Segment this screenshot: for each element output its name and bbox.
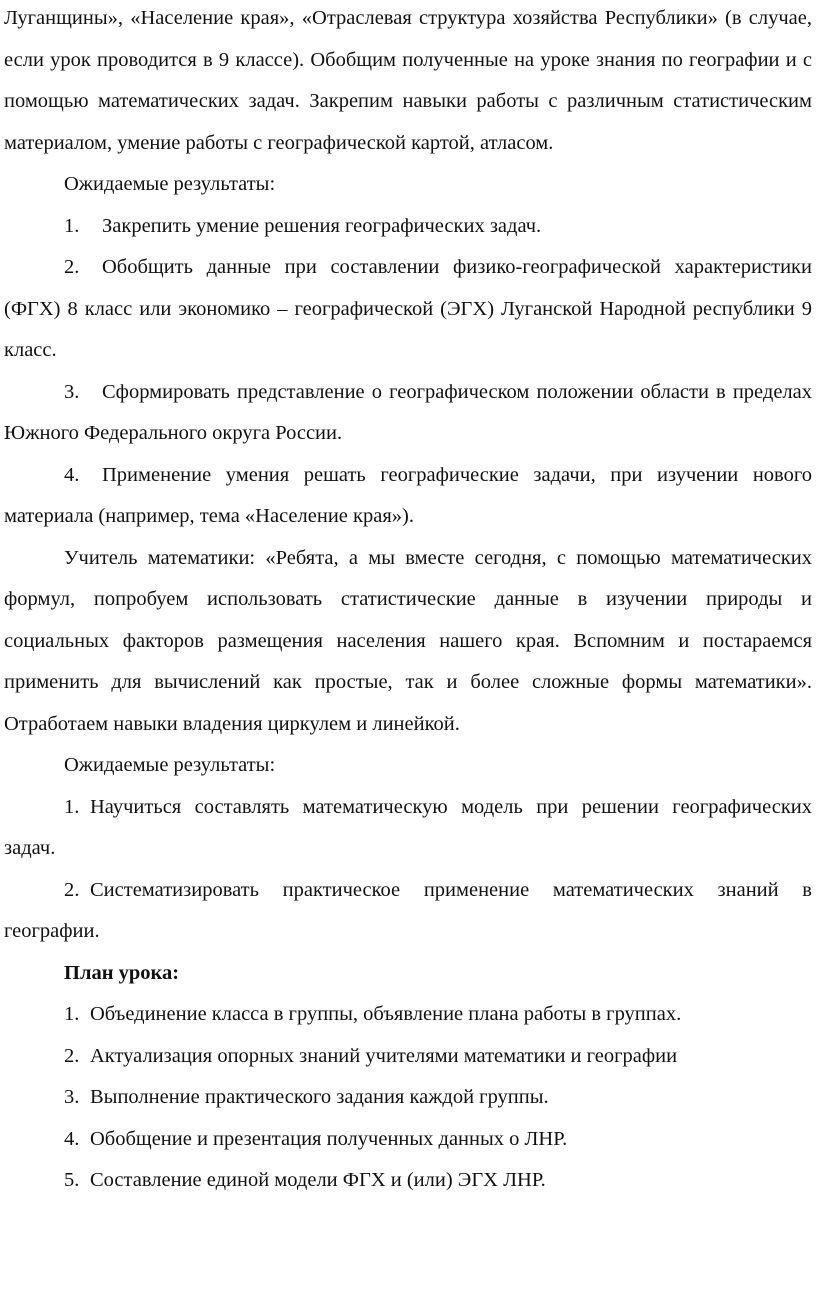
- geo-result-item: [4, 372, 812, 455]
- item-number: 3.: [64, 1086, 80, 1108]
- item-text: Научиться составлять математическую модель при решении географических задач.: [4, 795, 812, 859]
- intro-paragraph: Луганщины», «Население края», «Отраслевая структура хозяйства Республики» (в случае, если урок проводится в 9 классе). Обобщим полученные на уроке знания по географии и с помощью математических задач. Закрепим навыки работы с различным статистическим материалом, умение работы с географической картой, атласом.: [4, 7, 812, 154]
- item-text: Применение умения решать географические задачи, при изучении нового материала (например, тема «Население края»).: [4, 463, 812, 527]
- geo-results-heading: Ожидаемые результаты:: [64, 173, 276, 195]
- plan-item: [4, 994, 812, 1036]
- item-text: Выполнение практического задания каждой группы.: [90, 1086, 549, 1108]
- item-text: Сформировать представление о географическом положении области в пределах Южного Федерального округа России.: [4, 380, 812, 444]
- geo-result-item: [4, 455, 812, 538]
- plan-item: [4, 1077, 812, 1119]
- item-text: Обобщение и презентация полученных данных о ЛНР.: [90, 1127, 568, 1150]
- item-number: 2.: [64, 256, 80, 278]
- math-result-item: [4, 870, 812, 953]
- item-number: 3.: [64, 380, 80, 403]
- item-text: Составление единой модели ФГХ и (или) ЭГХ ЛНР.: [90, 1169, 546, 1191]
- item-text: Объединение класса в группы, объявление плана работы в группах.: [90, 1003, 682, 1025]
- geo-result-item: [4, 206, 812, 248]
- math-results-heading: Ожидаемые результаты:: [64, 754, 276, 776]
- item-number: 1.: [64, 795, 80, 818]
- plan-item: [4, 1036, 812, 1078]
- item-number: 5.: [64, 1169, 80, 1191]
- plan-item: [4, 1160, 812, 1202]
- item-number: 1.: [64, 1003, 80, 1025]
- item-number: 4.: [64, 1127, 80, 1150]
- geo-result-item: [4, 247, 812, 372]
- item-text: Закрепить умение решения географических задач.: [102, 214, 542, 237]
- item-text: Обобщить данные при составлении физико-географической характеристики (ФГХ) 8 класс или экономико – географической (ЭГХ) Луганской Народной республики 9 класс.: [4, 256, 812, 361]
- math-teacher-paragraph: Учитель математики: «Ребята, а мы вместе сегодня, с помощью математических формул, попробуем использовать статистические данные в изучении природы и социальных факторов размещения населения нашего края. Вспомним и постараемся применить для вычислений как простые, так и более сложные формы математики». Отработаем навыки владения циркулем и линейкой.: [4, 546, 812, 735]
- math-result-item: [4, 787, 812, 870]
- plan-heading: План урока:: [64, 961, 180, 984]
- item-text: Систематизировать практическое применение математических знаний в географии.: [4, 878, 812, 942]
- item-number: 2.: [64, 1044, 80, 1067]
- item-number: 2.: [64, 878, 80, 901]
- item-text: Актуализация опорных знаний учителями математики и географии: [90, 1044, 678, 1067]
- item-number: 1.: [64, 214, 80, 237]
- plan-item: [4, 1119, 812, 1161]
- item-number: 4.: [64, 463, 80, 486]
